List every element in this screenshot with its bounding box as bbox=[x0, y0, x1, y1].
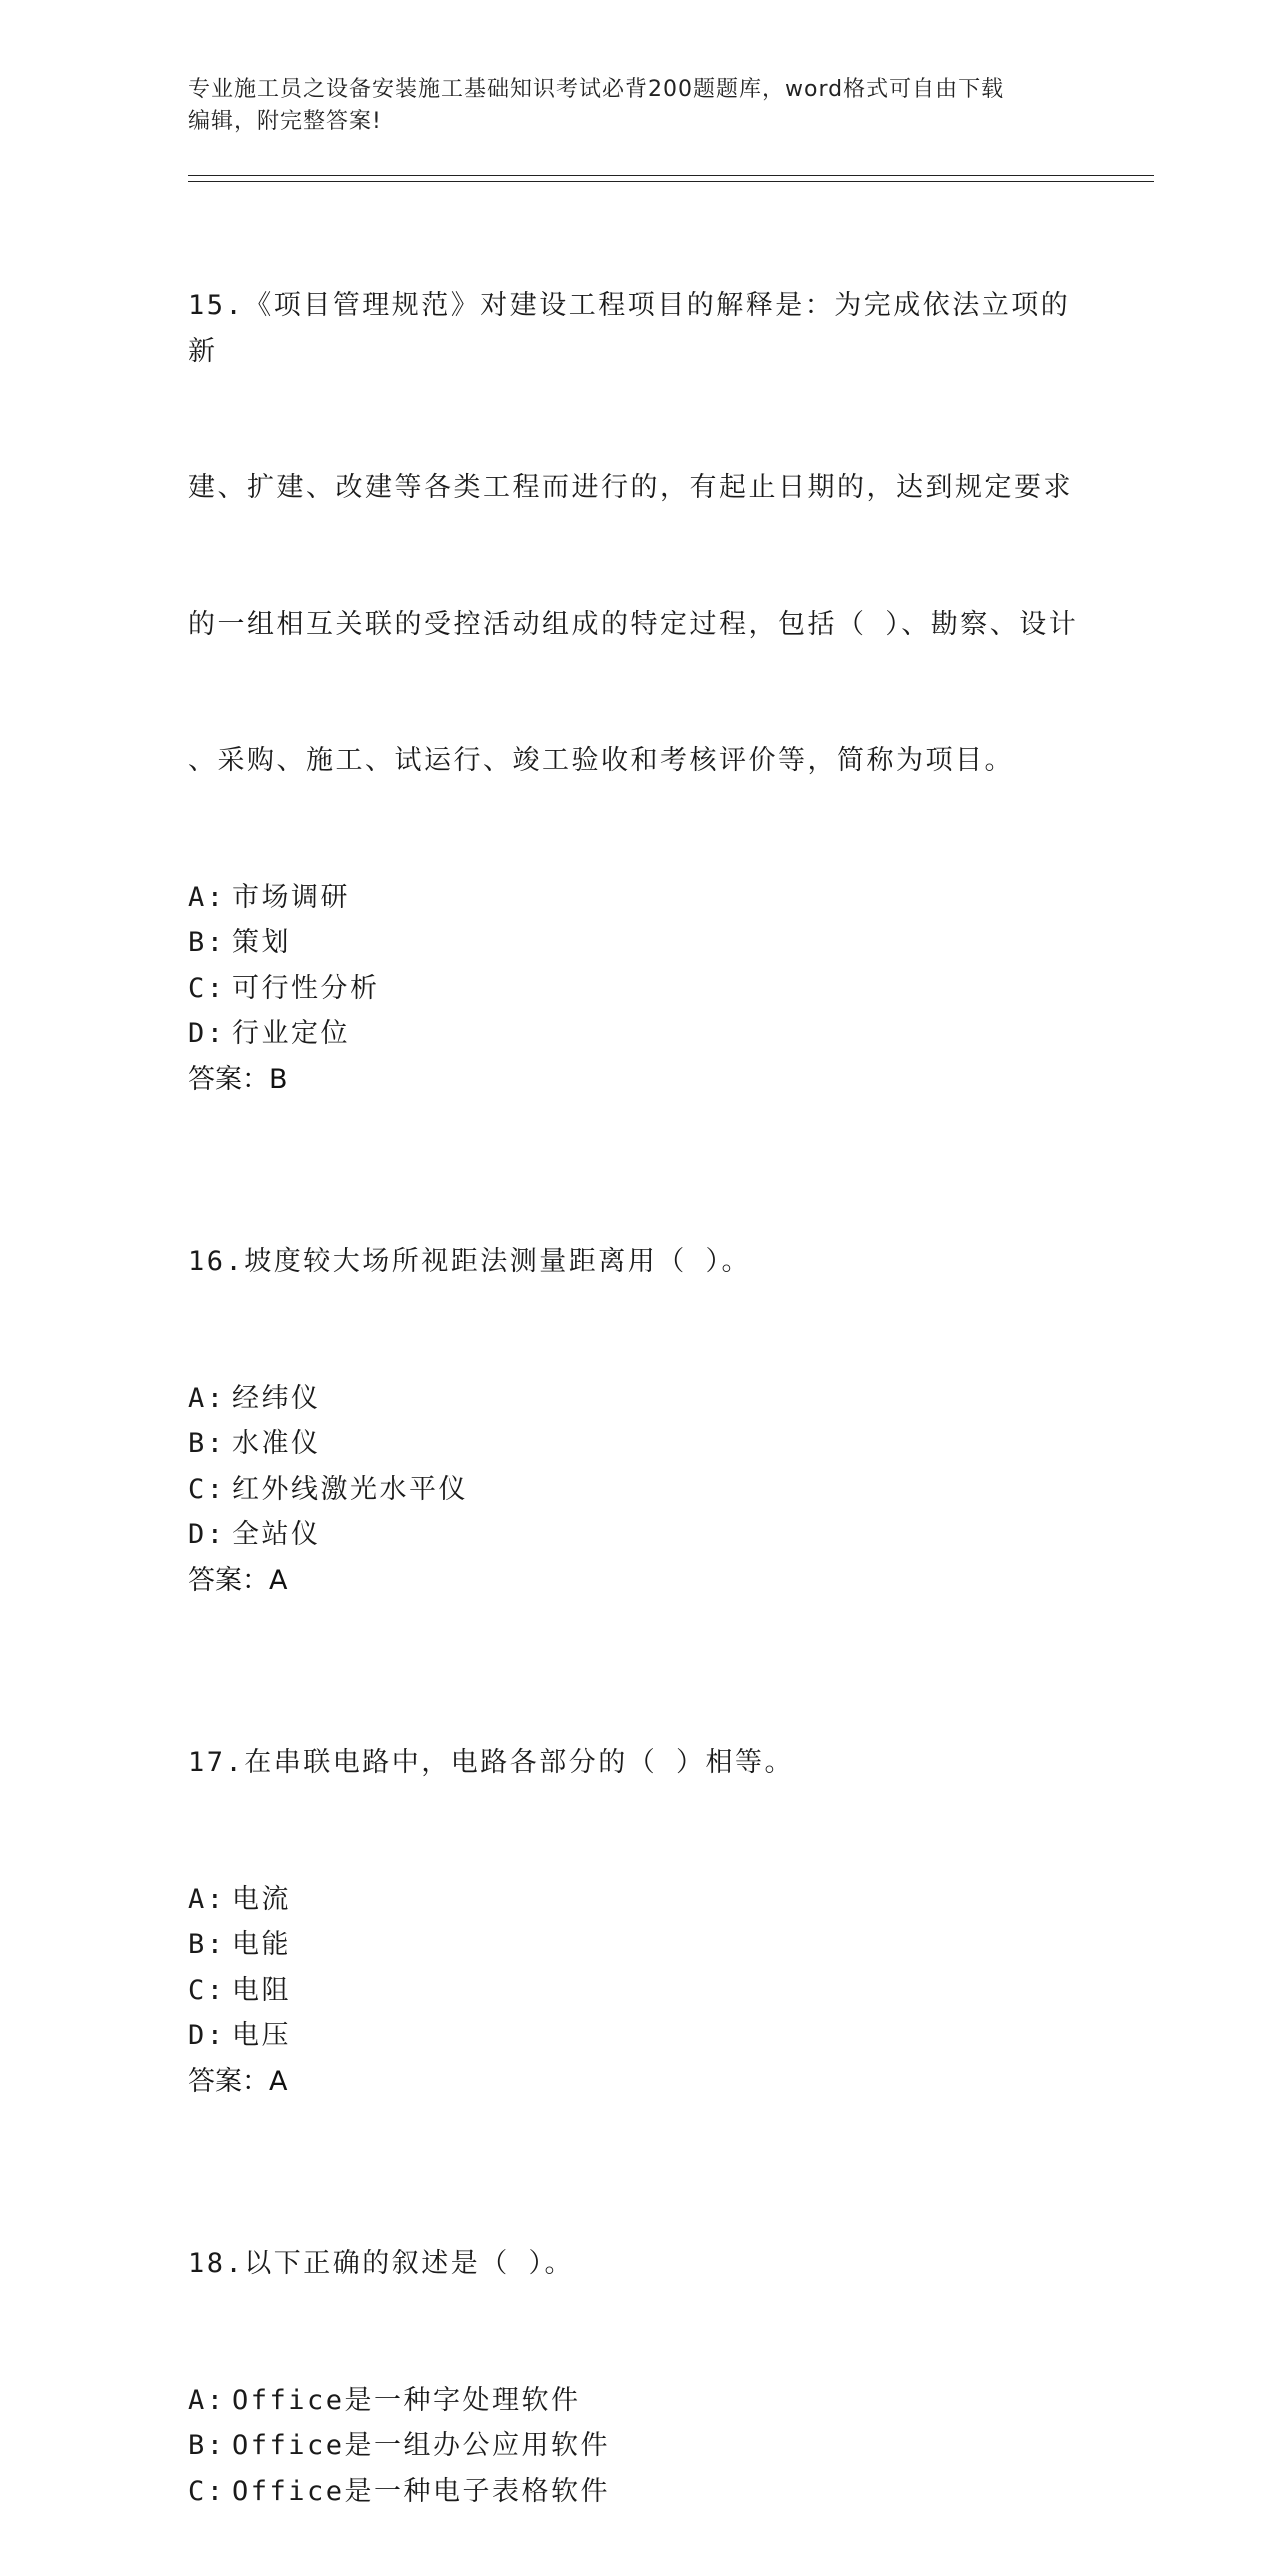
answer-label: 答案：A bbox=[188, 1564, 288, 1596]
answer-label: 答案：A bbox=[188, 2065, 288, 2097]
option-b bbox=[188, 920, 1088, 966]
question-stem bbox=[188, 192, 1088, 875]
option-text: Office是一种电子表格软件 bbox=[232, 2475, 611, 2507]
option-key: B: bbox=[188, 927, 226, 958]
option-key: D: bbox=[188, 1519, 226, 1550]
stem-line: 、采购、施工、试运行、竣工验收和考核评价等，简称为项目。 bbox=[188, 745, 1014, 776]
option-text: 可行性分析 bbox=[232, 972, 380, 1004]
answer-label: 答案：B bbox=[188, 1063, 288, 1095]
option-text: Office是一种字处理软件 bbox=[232, 2384, 581, 2416]
option-c bbox=[188, 1968, 1088, 2014]
option-text: 电流 bbox=[232, 1883, 291, 1915]
option-c bbox=[188, 1467, 1088, 1513]
option-text: 市场调研 bbox=[232, 881, 350, 913]
option-key: C: bbox=[188, 1473, 226, 1505]
option-b bbox=[188, 1421, 1088, 1467]
option-c bbox=[188, 966, 1088, 1012]
option-b bbox=[188, 1922, 1088, 1968]
header-line-1: 专业施工员之设备安装施工基础知识考试必背200题题库，word格式可自由下载 bbox=[188, 77, 1005, 102]
option-d bbox=[188, 2013, 1088, 2059]
question-list bbox=[188, 192, 1088, 2560]
option-key: C: bbox=[188, 1974, 226, 2006]
option-text: 红外线激光水平仪 bbox=[232, 1473, 468, 1505]
header-divider-bottom bbox=[188, 181, 1154, 182]
option-key: A: bbox=[188, 1382, 226, 1414]
stem-line: 的一组相互关联的受控活动组成的特定过程，包括（ ）、勘察、设计 bbox=[188, 608, 1079, 640]
stem-line: 15.《项目管理规范》对建设工程项目的解释是：为完成依法立项的新 bbox=[188, 290, 1071, 367]
option-key: A: bbox=[188, 1883, 226, 1915]
question-stem bbox=[188, 1649, 1088, 1877]
option-text: 电压 bbox=[232, 2020, 291, 2051]
option-key: A: bbox=[188, 881, 226, 913]
question-18 bbox=[188, 2150, 1088, 2514]
option-key: C: bbox=[188, 2475, 226, 2507]
option-key: C: bbox=[188, 972, 226, 1004]
question-stem bbox=[188, 2150, 1088, 2378]
option-text: 全站仪 bbox=[232, 1519, 321, 1550]
question-stem bbox=[188, 1148, 1088, 1376]
question-15 bbox=[188, 192, 1088, 1102]
option-c bbox=[188, 2469, 1088, 2515]
header-divider-top bbox=[188, 175, 1154, 176]
document-header bbox=[188, 74, 1088, 138]
question-16 bbox=[188, 1148, 1088, 1603]
option-a bbox=[188, 875, 1088, 921]
option-text: 策划 bbox=[232, 927, 291, 958]
option-a bbox=[188, 2378, 1088, 2424]
option-key: D: bbox=[188, 1018, 226, 1049]
option-text: Office是一组办公应用软件 bbox=[232, 2430, 611, 2461]
stem-line: 18.以下正确的叙述是（ ）。 bbox=[188, 2248, 575, 2279]
option-key: B: bbox=[188, 2430, 226, 2461]
option-key: B: bbox=[188, 1428, 226, 1459]
option-key: B: bbox=[188, 1929, 226, 1960]
option-key: A: bbox=[188, 2384, 226, 2416]
stem-line: 16.坡度较大场所视距法测量距离用（ ）。 bbox=[188, 1246, 752, 1277]
option-text: 水准仪 bbox=[232, 1428, 321, 1459]
option-d bbox=[188, 1512, 1088, 1558]
question-17 bbox=[188, 1649, 1088, 2104]
header-line-2: 编辑，附完整答案! bbox=[188, 109, 382, 134]
option-a bbox=[188, 1376, 1088, 1422]
option-text: 行业定位 bbox=[232, 1018, 350, 1049]
option-b bbox=[188, 2423, 1088, 2469]
option-key: D: bbox=[188, 2020, 226, 2051]
stem-line: 17.在串联电路中，电路各部分的（ ）相等。 bbox=[188, 1747, 795, 1778]
option-text: 电能 bbox=[232, 1929, 291, 1960]
option-a bbox=[188, 1877, 1088, 1923]
option-d bbox=[188, 1011, 1088, 1057]
stem-line: 建、扩建、改建等各类工程而进行的，有起止日期的，达到规定要求 bbox=[188, 472, 1073, 503]
option-text: 经纬仪 bbox=[232, 1382, 321, 1414]
option-text: 电阻 bbox=[232, 1974, 291, 2006]
